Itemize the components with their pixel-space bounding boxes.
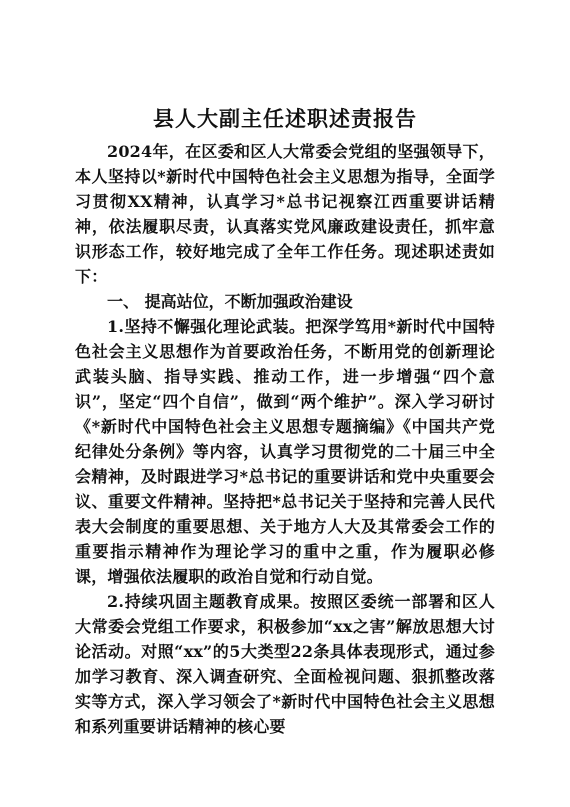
document-title: 县人大副主任述职述责报告 (153, 106, 417, 131)
document-body (75, 139, 495, 739)
body-paragraph-1: 1.坚持不懈强化理论武装。把深学笃用*新时代中国特色社会主义思想作为首要政治任务，不断用党的创新理论武装头脑、指导实践、推动工作，进一步增强“四个意识”，坚定“四个自信”，做到“两个维护”。深入学习研讨《*新时代中国特色社会主义思想专题摘编》《中国共产党纪律处分条例》等内容，认真学习贯彻党的二十届三中全会精神，及时跟进学习*总书记的重要讲话和党中央重要会议、重要文件精神。坚持把*总书记关于坚持和完善人民代表大会制度的重要思想、关于地方人大及其常委会工作的重要指示精神作为理论学习的重中之重，作为履职必修课，增强依法履职的政治自觉和行动自觉。 (75, 317, 495, 586)
intro-paragraph: 2024年，在区委和区人大常委会党组的坚强领导下，本人坚持以*新时代中国特色社会主义思想为指导，全面学习贯彻XX精神，认真学习*总书记视察江西重要讲话精神，依法履职尽责，认真落实党风廉政建设责任，抓牢意识形态工作，较好地完成了全年工作任务。现述职述责如下： (75, 142, 495, 286)
body-paragraph-2: 2.持续巩固主题教育成果。按照区委统一部署和区人大常委会党组工作要求，积极参加“xx之害”解放思想大讨论活动。对照“xx”的5大类型22条具体表现形式，通过参加学习教育、深入调查研究、全面检视问题、狠抓整改落实等方式，深入学习领会了*新时代中国特色社会主义思想和系列重要讲话精神的核心要 (75, 592, 495, 736)
section-heading-1: 一、 提高站位，不断加强政治建设 (107, 292, 353, 311)
